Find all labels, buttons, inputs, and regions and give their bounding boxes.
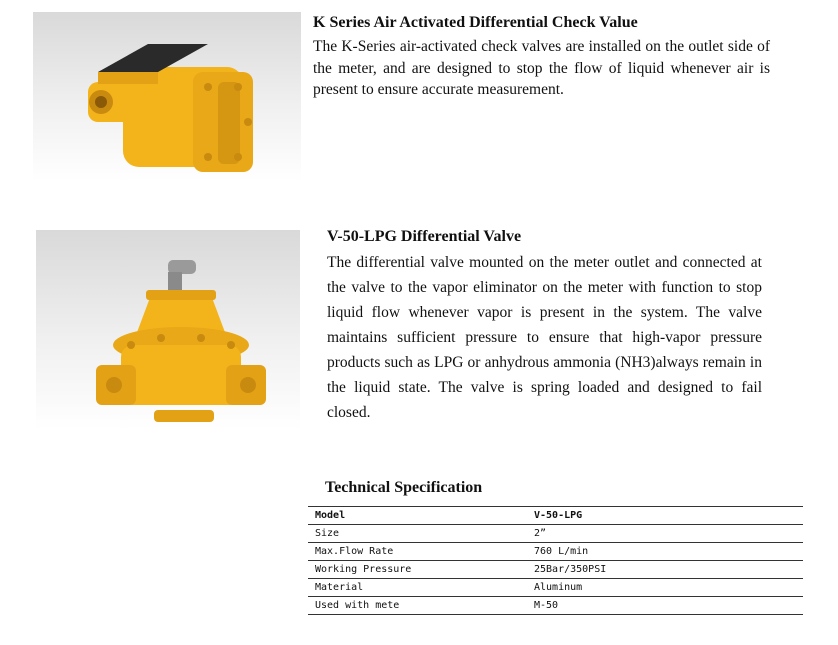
spec-header-row (308, 507, 803, 525)
spec-label: Size (308, 525, 527, 543)
spec-value: M-50 (527, 597, 803, 615)
k-series-description: The K-Series air-activated check valves are installed on the outlet side of the meter, and are designed to stop the flow of liquid whenever air is present to ensure accurate measurement. (313, 38, 770, 98)
spec-title: Technical Specification (325, 479, 483, 496)
v50-lpg-title: V-50-LPG Differential Valve (327, 228, 522, 245)
spec-header-value: V-50-LPG (527, 507, 803, 525)
spec-label: Working Pressure (308, 561, 527, 579)
k-series-title: K Series Air Activated Differential Check Value (313, 14, 638, 31)
spec-row (308, 561, 803, 579)
v50-lpg-valve-illustration (96, 260, 266, 422)
spec-label: Used with mete (308, 597, 527, 615)
spec-table (308, 506, 803, 615)
k-series-valve-photo (33, 12, 301, 182)
v50-lpg-valve-photo (36, 230, 300, 430)
spec-label: Max.Flow Rate (308, 543, 527, 561)
spec-row (308, 543, 803, 561)
spec-value: 25Bar/350PSI (527, 561, 803, 579)
k-series-valve-illustration (88, 44, 253, 172)
spec-row (308, 579, 803, 597)
spec-row (308, 597, 803, 615)
spec-header-label: Model (308, 507, 527, 525)
v50-lpg-description: The differential valve mounted on the meter outlet and connected at the valve to the vapor eliminator on the meter with function to stop liquid flow whenever vapor is present in the system. The valve maintains sufficient pressure to ensure that high-vapor pressure products such as LPG or anhydrous ammonia (NH3)always remain in the liquid state. The valve is spring loaded and designed to fail closed. (327, 254, 762, 421)
spec-value: Aluminum (527, 579, 803, 597)
spec-value: 760 L/min (527, 543, 803, 561)
spec-row (308, 525, 803, 543)
spec-label: Material (308, 579, 527, 597)
spec-value: 2” (527, 525, 803, 543)
